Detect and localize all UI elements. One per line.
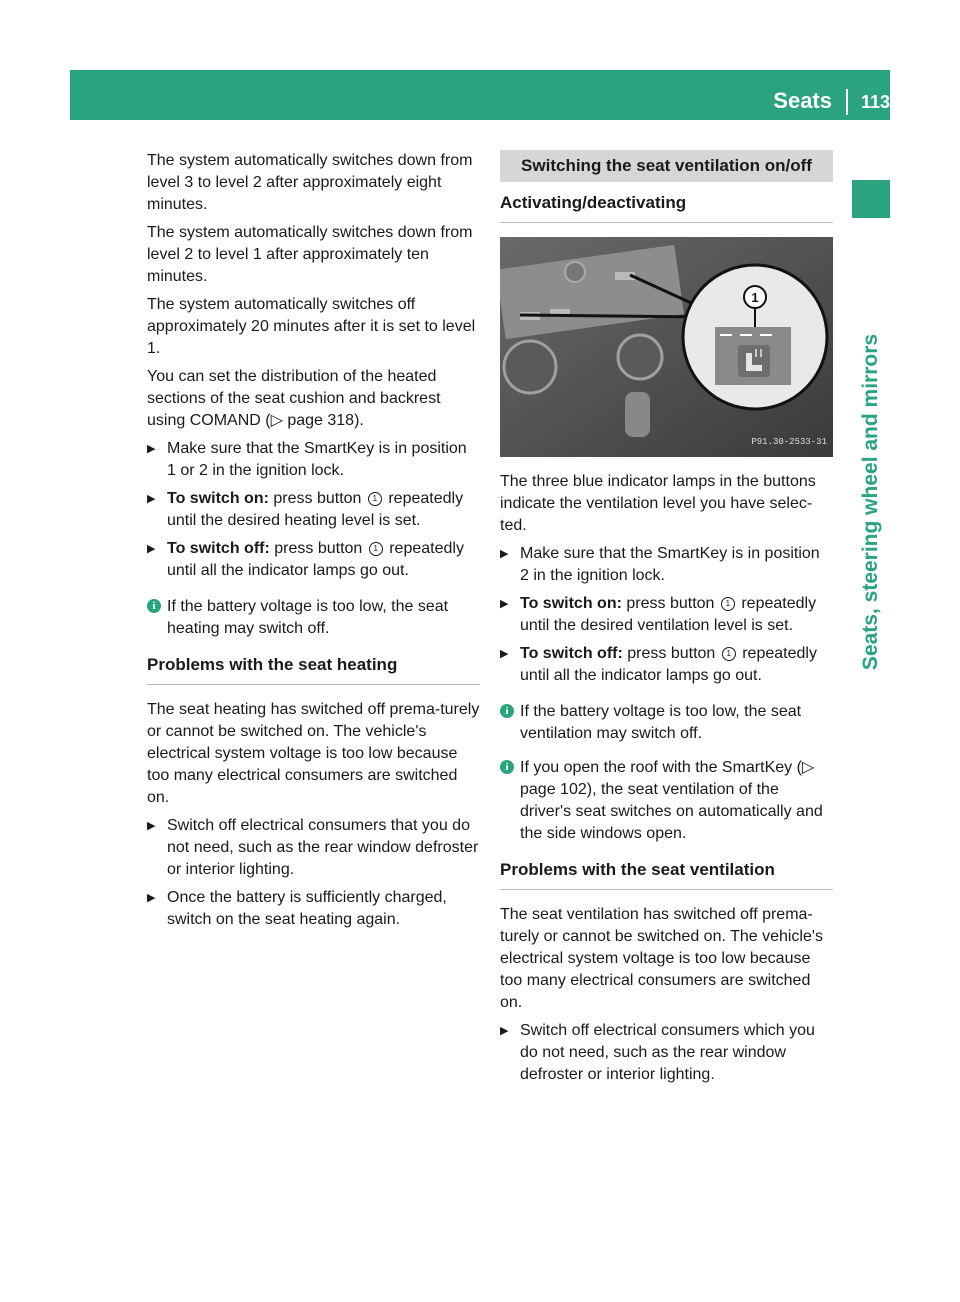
- paragraph: The system automatically switches down from level 3 to level 2 after approximately eight minutes.: [147, 152, 473, 213]
- step-label: To switch on:: [167, 490, 269, 507]
- instruction-step: [147, 815, 480, 881]
- step-text: press button: [627, 645, 716, 662]
- instruction-step: [500, 1020, 833, 1086]
- step-arrow-icon: ▶: [147, 493, 156, 505]
- button-marker-icon: 1: [722, 647, 736, 661]
- step-text: repeatedly until all the indicator lamps go out.: [520, 645, 817, 684]
- step-arrow-icon: ▶: [147, 892, 156, 904]
- paragraph: The system automatically switches down from level 2 to level 1 after approximately ten minutes.: [147, 224, 473, 285]
- paragraph: The system automatically switches off approximately 20 minutes after it is set to level 1.: [147, 296, 476, 357]
- step-text: Make sure that the SmartKey is in position 1 or 2 in the ignition lock.: [167, 440, 467, 479]
- step-label: To switch off:: [520, 645, 623, 662]
- side-chapter-label: [852, 232, 890, 772]
- section-title: Seats: [773, 88, 832, 113]
- step-text: repeatedly until all the indicator lamps go out.: [167, 540, 464, 579]
- callout-number: 1: [751, 290, 759, 305]
- step-text: press button: [273, 490, 362, 507]
- info-icon: i: [500, 704, 514, 718]
- subsection-heading: Activating/deactivating: [500, 192, 833, 223]
- step-text: Switch off electrical consumers which you do not need, such as the rear window defroster or interior lighting.: [520, 1022, 815, 1083]
- running-header: [690, 88, 890, 115]
- instruction-step: [147, 438, 480, 482]
- instruction-step: [147, 488, 480, 532]
- ventilation-button-photo: [500, 237, 833, 457]
- info-note: [500, 701, 833, 745]
- console-illustration: [500, 237, 833, 457]
- instruction-step: [500, 593, 833, 637]
- step-label: To switch off:: [167, 540, 270, 557]
- instruction-step: [147, 887, 480, 931]
- step-text: Make sure that the SmartKey is in position 2 in the ignition lock.: [520, 545, 820, 584]
- button-marker-icon: 1: [721, 597, 735, 611]
- step-arrow-icon: ▶: [147, 443, 156, 455]
- section-title-bar: Switching the seat ventilation on/off: [500, 150, 833, 182]
- paragraph: The seat ventilation has switched off prema-turely or cannot be switched on. The vehicle's electrical system voltage is too low because too many electrical consumers are switched on.: [500, 906, 823, 1011]
- info-icon: i: [500, 760, 514, 774]
- button-marker-icon: 1: [368, 492, 382, 506]
- info-note: [147, 596, 480, 640]
- step-arrow-icon: ▶: [500, 598, 509, 610]
- step-arrow-icon: ▶: [500, 1025, 509, 1037]
- step-text: Once the battery is sufficiently charged, switch on the seat heating again.: [167, 889, 447, 928]
- step-text: press button: [274, 540, 363, 557]
- step-label: To switch on:: [520, 595, 622, 612]
- info-text: If you open the roof with the SmartKey (▷ page 102), the seat ventilation of the driver's seat switches on automatically and the side windows open.: [520, 759, 823, 842]
- step-arrow-icon: ▶: [147, 820, 156, 832]
- info-text: If the battery voltage is too low, the seat ventilation may switch off.: [520, 703, 802, 742]
- step-text: repeatedly until the desired ventilation level is set.: [520, 595, 817, 634]
- section-heading: Problems with the seat heating: [147, 654, 480, 685]
- paragraph: The three blue indicator lamps in the buttons indicate the ventilation level you have selec-ted.: [500, 473, 816, 534]
- photo-reference-code: P91.30-2533-31: [751, 437, 827, 447]
- step-arrow-icon: ▶: [147, 543, 156, 555]
- step-arrow-icon: ▶: [500, 648, 509, 660]
- info-text: If the battery voltage is too low, the seat heating may switch off.: [167, 598, 449, 637]
- step-text: Switch off electrical consumers that you do not need, such as the rear window defroster or interior lighting.: [167, 817, 479, 878]
- instruction-step: [500, 543, 833, 587]
- side-chapter-text: Seats, steering wheel and mirrors: [859, 333, 882, 671]
- info-icon: i: [147, 599, 161, 613]
- info-note: [500, 757, 833, 845]
- right-column: [500, 150, 833, 1092]
- side-tab-block: [852, 180, 890, 218]
- step-arrow-icon: ▶: [500, 548, 509, 560]
- section-heading: Problems with the seat ventilation: [500, 859, 833, 890]
- instruction-step: [500, 643, 833, 687]
- paragraph: The seat heating has switched off prema-turely or cannot be switched on. The vehicle's electrical system voltage is too low because too many electrical consumers are switched on.: [147, 701, 480, 806]
- button-marker-icon: 1: [369, 542, 383, 556]
- step-text: press button: [626, 595, 715, 612]
- paragraph: You can set the distribution of the heated sections of the seat cushion and backrest using COMAND (▷ page 318).: [147, 368, 441, 429]
- page-number: 113: [846, 89, 890, 115]
- step-text: repeatedly until the desired heating level is set.: [167, 490, 464, 529]
- left-column: [147, 150, 480, 937]
- instruction-step: [147, 538, 480, 582]
